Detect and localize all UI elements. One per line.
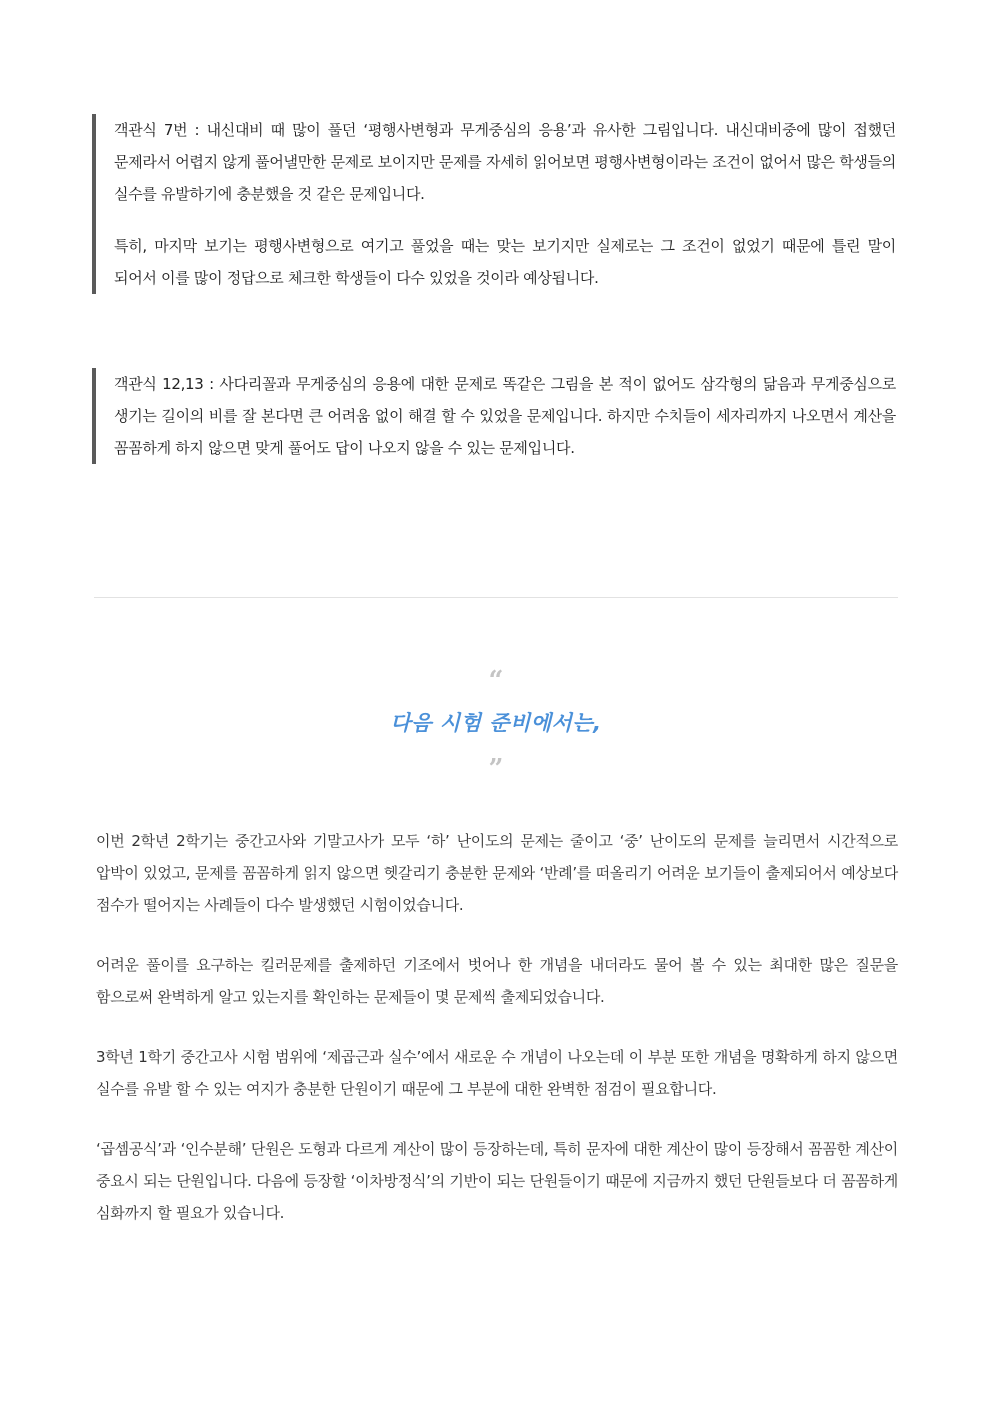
- paragraph: 3학년 1학기 중간고사 시험 범위에 ‘제곱근과 실수’에서 새로운 수 개념이 나오는데 이 부분 또한 개념을 명확하게 하지 않으면 실수를 유발 할 수 있는 여지가 충분한 단원이기 때문에 그 부분에 대한 완벽한 점검이 필요합니다.: [96, 1048, 898, 1098]
- close-quote-icon: ”: [488, 754, 504, 784]
- section-heading: 다음 시험 준비에서는,: [390, 711, 602, 735]
- paragraph: 어려운 풀이를 요구하는 킬러문제를 출제하던 기조에서 벗어나 한 개념을 내더라도 물어 볼 수 있는 최대한 많은 질문을 함으로써 완벽하게 알고 있는지를 확인하는 문제들이 몇 문제씩 출제되었습니다.: [96, 956, 898, 1006]
- paragraph: ‘곱셈공식’과 ‘인수분해’ 단원은 도형과 다르게 계산이 많이 등장하는데, 특히 문자에 대한 계산이 많이 등장해서 꼼꼼한 계산이 중요시 되는 단원입니다. 다음에 등장할 ‘이차방정식’의 기반이 되는 단원들이기 때문에 지금까지 했던 단원들보다 더 꼼꼼하게 심화까지 할 필요가 있습니다.: [96, 1140, 898, 1222]
- next-exam-advice: [96, 825, 898, 1229]
- paragraph: 특히, 마지막 보기는 평행사변형으로 여기고 풀었을 때는 맞는 보기지만 실제로는 그 조건이 없었기 때문에 틀린 말이 되어서 이를 많이 정답으로 체크한 학생들이 다수 있었을 것이라 예상됩니다.: [114, 237, 896, 287]
- analysis-quote-block-q12-13: [92, 368, 896, 464]
- paragraph: 객관식 12,13 : 사다리꼴과 무게중심의 응용에 대한 문제로 똑같은 그림을 본 적이 없어도 삼각형의 닮음과 무게중심으로 생기는 길이의 비를 잘 본다면 큰 어려움 없이 해결 할 수 있었을 문제입니다. 하지만 수치들이 세자리까지 나오면서 계산을 꼼꼼하게 하지 않으면 맞게 풀어도 답이 나오지 않을 수 있는 문제입니다.: [114, 375, 896, 457]
- open-quote-icon: “: [488, 666, 504, 696]
- section-divider: [94, 597, 898, 598]
- paragraph: 이번 2학년 2학기는 중간고사와 기말고사가 모두 ‘하’ 난이도의 문제는 줄이고 ‘중’ 난이도의 문제를 늘리면서 시간적으로 압박이 있었고, 문제를 꼼꼼하게 읽지 않으면 헷갈리기 충분한 문제와 ‘반례’를 떠올리기 어려운 보기들이 출제되어서 예상보다 점수가 떨어지는 사례들이 다수 발생했던 시험이었습니다.: [96, 832, 898, 914]
- paragraph: 객관식 7번 : 내신대비 때 많이 풀던 ‘평행사변형과 무게중심의 응용’과 유사한 그림입니다. 내신대비중에 많이 접했던 문제라서 어렵지 않게 풀어낼만한 문제로 보이지만 문제를 자세히 읽어보면 평행사변형이라는 조건이 없어서 많은 학생들의 실수를 유발하기에 충분했을 것 같은 문제입니다.: [114, 121, 896, 203]
- analysis-quote-block-q7: [92, 114, 896, 294]
